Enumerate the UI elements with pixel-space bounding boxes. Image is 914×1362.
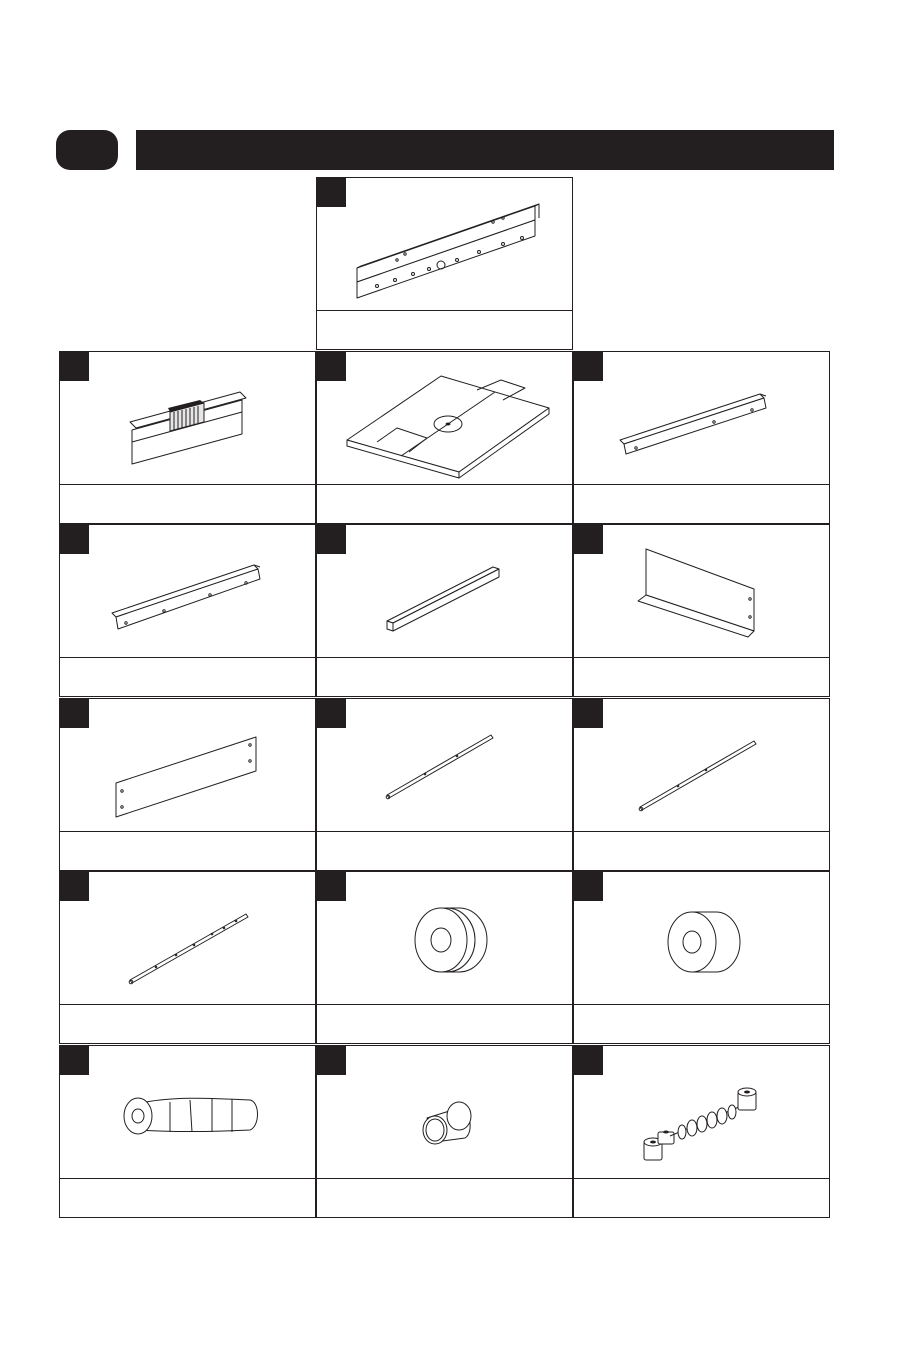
part-caption — [574, 1005, 829, 1043]
part-number-badge — [317, 352, 346, 381]
part-caption — [317, 1179, 572, 1217]
part-caption — [60, 832, 315, 870]
part-number-badge — [574, 352, 603, 381]
handle-grip-icon — [60, 1046, 317, 1179]
part-picture — [60, 352, 315, 485]
part-number-badge — [60, 352, 89, 381]
flat-panel-icon — [60, 699, 317, 832]
rod-many-holes-icon — [60, 872, 317, 1005]
part-cell-14 — [59, 1045, 316, 1218]
part-picture — [574, 699, 829, 832]
part-cell-7 — [573, 524, 830, 697]
part-picture — [317, 1046, 572, 1179]
part-picture — [317, 352, 572, 485]
part-number-badge — [574, 699, 603, 728]
part-cell-12 — [316, 871, 573, 1044]
part-number-badge — [317, 525, 346, 554]
part-picture — [60, 525, 315, 658]
part-picture — [317, 872, 572, 1005]
bent-plate-icon — [574, 525, 831, 658]
part-cell-5 — [59, 524, 316, 697]
part-caption — [317, 311, 572, 349]
part-number-badge — [317, 872, 346, 901]
part-picture — [574, 525, 829, 658]
part-cell-13 — [573, 871, 830, 1044]
part-picture — [60, 699, 315, 832]
part-cell-3 — [316, 351, 573, 524]
part-cell-4 — [573, 351, 830, 524]
part-caption — [574, 485, 829, 523]
part-caption — [60, 485, 315, 523]
part-number-badge — [317, 699, 346, 728]
part-caption — [317, 832, 572, 870]
part-cell-6 — [316, 524, 573, 697]
part-cell-11 — [59, 871, 316, 1044]
square-beam-icon — [317, 525, 574, 658]
part-caption — [317, 658, 572, 696]
playfield-icon — [317, 352, 574, 485]
part-number-badge — [60, 872, 89, 901]
part-caption — [574, 1179, 829, 1217]
part-caption — [574, 658, 829, 696]
part-caption — [317, 1005, 572, 1043]
part-number-badge — [574, 1046, 603, 1075]
thick-washer-icon — [574, 872, 831, 1005]
part-cell-9 — [316, 698, 573, 871]
part-picture — [574, 352, 829, 485]
part-number-badge — [60, 1046, 89, 1075]
part-cell-2 — [59, 351, 316, 524]
part-cell-8 — [59, 698, 316, 871]
part-picture — [60, 1046, 315, 1179]
thin-washer-icon — [317, 872, 574, 1005]
part-picture — [317, 525, 572, 658]
goal-end-panel-icon — [60, 352, 317, 485]
angle-rail-alt-icon — [60, 525, 317, 658]
side-panel-with-holes-icon — [317, 178, 574, 311]
part-number-badge — [60, 525, 89, 554]
part-cell-1 — [316, 177, 573, 350]
part-picture — [574, 872, 829, 1005]
bumper-set-icon — [574, 1046, 831, 1179]
part-caption — [60, 1179, 315, 1217]
part-caption — [317, 485, 572, 523]
step-number-badge — [56, 130, 118, 170]
part-picture — [317, 178, 572, 311]
part-caption — [574, 832, 829, 870]
rod-two-holes-icon — [317, 699, 574, 832]
part-number-badge — [574, 525, 603, 554]
part-caption — [60, 658, 315, 696]
part-number-badge — [317, 178, 346, 207]
section-title-bar — [136, 130, 834, 170]
part-number-badge — [60, 699, 89, 728]
end-cap-icon — [317, 1046, 574, 1179]
part-number-badge — [574, 872, 603, 901]
part-picture — [60, 872, 315, 1005]
part-cell-15 — [316, 1045, 573, 1218]
part-picture — [574, 1046, 829, 1179]
part-picture — [317, 699, 572, 832]
angle-rail-icon — [574, 352, 831, 485]
rod-two-holes-alt-icon — [574, 699, 831, 832]
part-caption — [60, 1005, 315, 1043]
part-cell-10 — [573, 698, 830, 871]
part-cell-16 — [573, 1045, 830, 1218]
part-number-badge — [317, 1046, 346, 1075]
